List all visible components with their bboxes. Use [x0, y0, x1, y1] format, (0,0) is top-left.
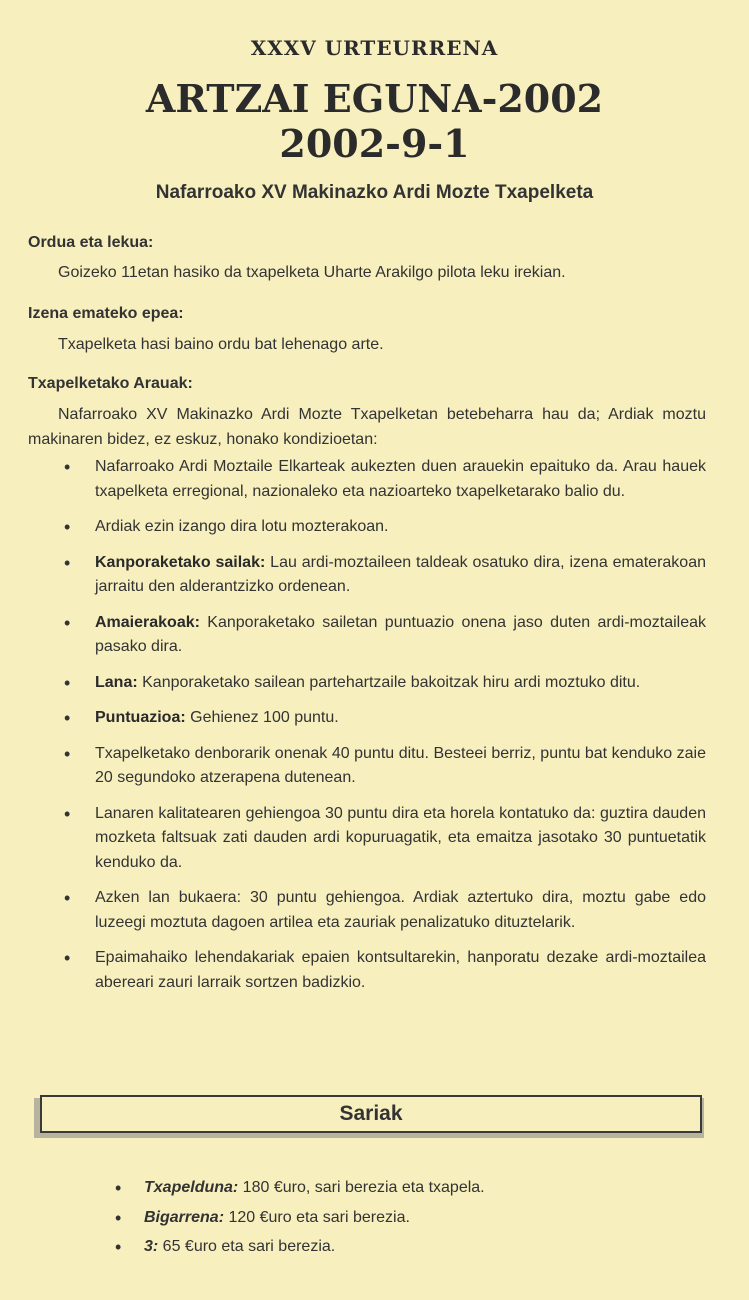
list-item: • Lanaren kalitatearen gehiengoa 30 puntu dira eta horela kontatuko da: guztira dauden mozketa faltsuak zati dauden ardi kopuruagatik, eta emaitza jasotako 30 puntuetatik kenduko da. — [62, 802, 706, 876]
subtitle: Nafarroako XV Makinazko Ardi Mozte Txapelketa — [155, 182, 594, 203]
list-item: • Puntuazioa: Gehienez 100 puntu. — [62, 706, 706, 731]
list-item: • Ardiak ezin izango dira lotu mozterakoan. — [62, 515, 706, 540]
heading-arauak: Txapelketako Arauak: — [28, 375, 193, 392]
list-item: • Txapelduna: 180 €uro, sari berezia eta txapela. — [115, 1176, 485, 1200]
prizes-list — [115, 1176, 485, 1265]
header-title: ARTZAI EGUNA-2002 — [145, 76, 604, 121]
list-item: • Nafarroako Ardi Moztaile Elkarteak aukezten duen arauekin epaituko da. Arau hauek txapelketa erregional, nazionaleko eta nazioarteko txapelketarako balio du. — [62, 455, 706, 504]
list-item: • 3: 65 €uro eta sari berezia. — [115, 1235, 485, 1259]
text-ordua: Goizeko 11etan hasiko da txapelketa Uharte Arakilgo pilota leku irekian. — [58, 264, 566, 281]
list-item: • Bigarrena: 120 €uro eta sari berezia. — [115, 1206, 485, 1230]
heading-izena: Izena emateko epea: — [28, 305, 184, 322]
text-izena: Txapelketa hasi baino ordu bat lehenago arte. — [58, 336, 384, 353]
list-item: • Azken lan bukaera: 30 puntu gehiengoa. Ardiak aztertuko dira, moztu gabe edo luzeegi moztuta dagoen artilea eta zauriak penalizatuko dituztelarik. — [62, 886, 706, 935]
list-item: • Txapelketako denborarik onenak 40 puntu ditu. Besteei berriz, puntu bat kenduko zaie 20 segundoko atzerapena dutenean. — [62, 742, 706, 791]
list-item: • Lana: Kanporaketako sailean partehartzaile bakoitzak hiru ardi moztuko ditu. — [62, 671, 706, 696]
list-item: • Epaimahaiko lehendakariak epaien kontsultarekin, hanporatu dezake ardi-moztailea abereari zauri larraik sortzen badizkio. — [62, 946, 706, 995]
list-item: • Kanporaketako sailak: Lau ardi-moztaileen taldeak osatuko dira, izena ematerakoan jarraitu den alderantzizko ordenean. — [62, 551, 706, 600]
header-date: 2002-9-1 — [279, 121, 470, 166]
arauak-intro: Nafarroako XV Makinazko Ardi Mozte Txapelketan betebeharra hau da; Ardiak moztu makinaren bidez, ez eskuz, honako kondizioetan: — [28, 406, 706, 448]
list-item: • Amaierakoak: Kanporaketako sailetan puntuazio onena jaso duten ardi-moztaileak pasako dira. — [62, 611, 706, 660]
header-anniversary: XXXV URTEURRENA — [250, 36, 499, 60]
heading-ordua: Ordua eta lekua: — [28, 234, 154, 251]
rules-list — [62, 455, 706, 1006]
sariak-heading: Sariak — [40, 1095, 702, 1133]
